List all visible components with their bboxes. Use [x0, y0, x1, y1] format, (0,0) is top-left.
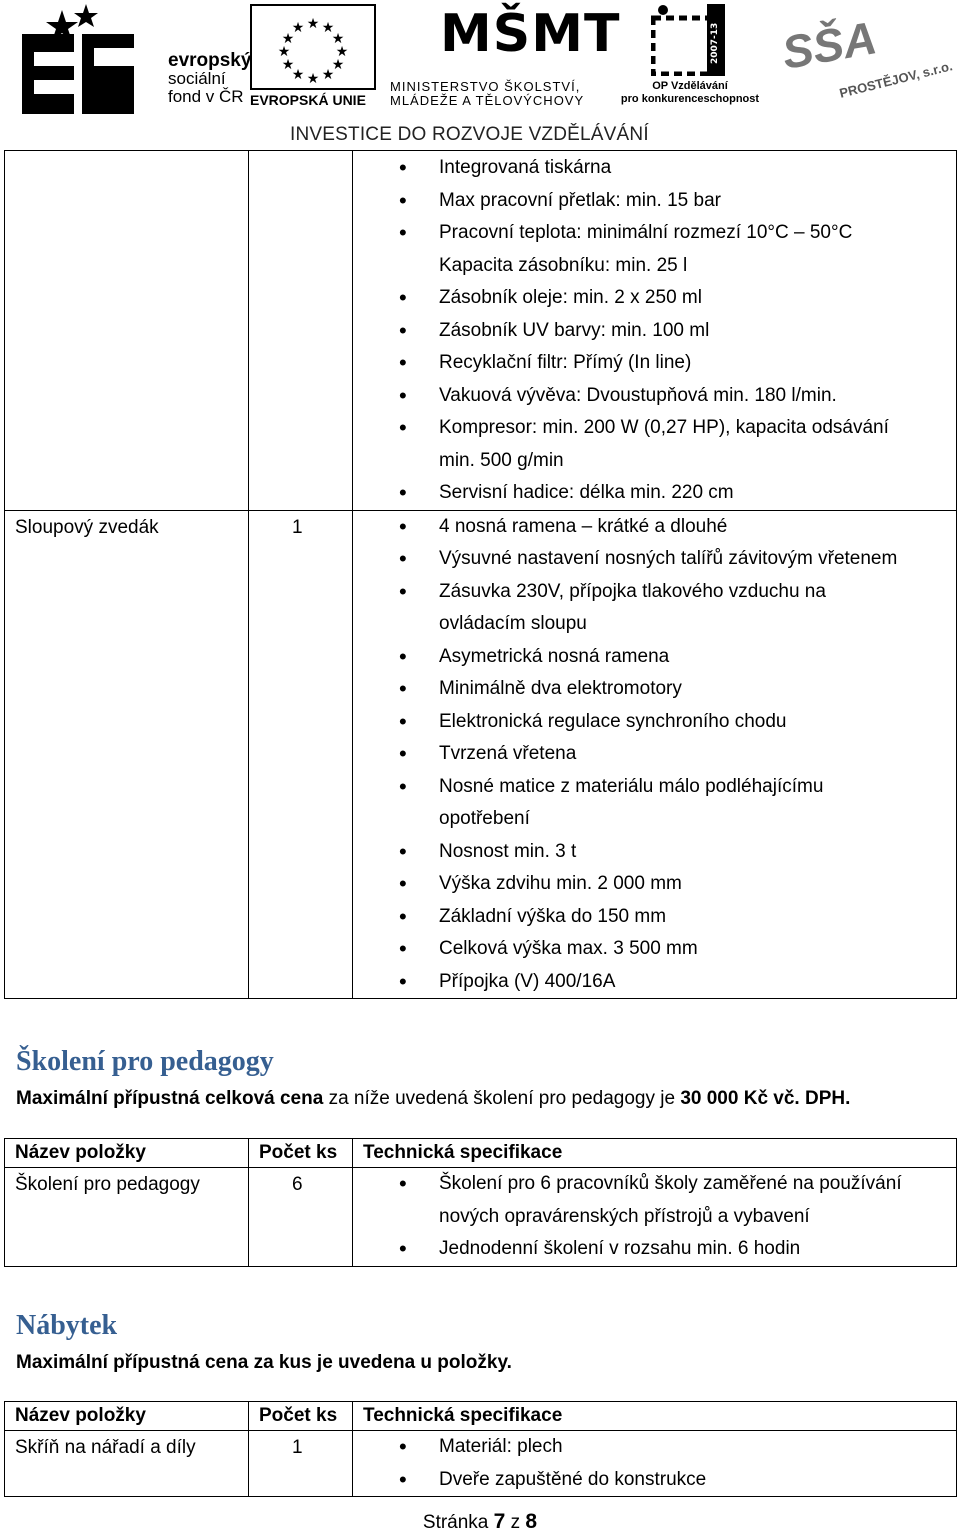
msmt-caption [390, 80, 584, 108]
list-item: • Celková výška max. 3 500 mm [363, 933, 956, 966]
list-item: • Tvrzená vřetena [363, 738, 956, 771]
esf-text [168, 52, 251, 106]
spec-cell [353, 151, 957, 511]
eu-flag-icon [250, 4, 376, 90]
op-line1: OP Vzdělávání [652, 80, 728, 92]
note-bold: Maximální přípustná celková cena [16, 1088, 324, 1109]
spec-list [363, 511, 956, 999]
ssa-logo [768, 4, 958, 109]
list-item: • Dveře zapuštěné do konstrukce [363, 1464, 956, 1497]
table-row [5, 151, 957, 511]
section-title-furniture: Nábytek [16, 1310, 118, 1341]
name-cell: Školení pro pedagogy [5, 1168, 249, 1267]
footer-mid: z [505, 1512, 526, 1533]
header-count: Počet ks [249, 1139, 353, 1168]
list-item: • Nosnost min. 3 t [363, 836, 956, 869]
list-item: • Základní výška do 150 mm [363, 901, 956, 934]
list-item: • Výsuvné nastavení nosných talířů závitovým vřetenem [363, 543, 956, 576]
page-footer [0, 1510, 960, 1534]
svg-text:★: ★ [321, 67, 335, 83]
table-header-row [5, 1139, 957, 1168]
count-cell: 1 [249, 1431, 353, 1497]
esf-line1: evropský [168, 50, 252, 71]
equipment-table [4, 150, 957, 999]
ssa-abbr: SŠA [778, 11, 881, 79]
training-table [4, 1138, 957, 1267]
ssa-sub: PROSTĚJOV, s.r.o. [837, 58, 954, 101]
list-item: • Max pracovní přetlak: min. 15 bar [363, 185, 956, 218]
msmt-logo [390, 4, 621, 109]
esf-logo [18, 4, 252, 114]
count-cell: 1 [249, 510, 353, 999]
list-item: • Zásuvka 230V, přípojka tlakového vzduchu na ovládacím sloupu [363, 576, 956, 641]
header-spec: Technická specifikace [353, 1402, 957, 1431]
list-item: Kapacita zásobníku: min. 25 l [439, 254, 688, 276]
svg-text:★: ★ [331, 31, 345, 47]
table-row [5, 510, 957, 999]
op-logo [615, 4, 765, 109]
list-item: • Pracovní teplota: minimální rozmezí 10°C – 50°C [363, 217, 956, 250]
footer-prefix: Stránka [422, 1512, 494, 1533]
page-header [0, 0, 960, 150]
note-bold: Maximální přípustná cena za kus je uvedena u položky. [16, 1352, 512, 1373]
name-cell [5, 151, 249, 511]
spec-cell [353, 1431, 957, 1497]
esf-line2: sociální [168, 69, 226, 88]
spec-cell [353, 510, 957, 999]
header-name: Název položky [5, 1402, 249, 1431]
esf-mark-icon [22, 4, 140, 114]
spec-cell [353, 1168, 957, 1267]
table-header-row [5, 1402, 957, 1431]
table-row [5, 1168, 957, 1267]
msmt-line1: MINISTERSTVO ŠKOLSTVÍ, [390, 79, 581, 94]
esf-line3: fond v ČR [168, 87, 244, 106]
footer-total: 8 [525, 1510, 538, 1533]
count-cell: 6 [249, 1168, 353, 1267]
list-item: • Nosné matice z materiálu málo podléhajícímu opotřebení [363, 771, 956, 836]
op-mark-icon [651, 4, 727, 76]
note-bold: 30 000 Kč vč. DPH. [680, 1088, 851, 1109]
spec-list [363, 152, 956, 510]
list-item: • Servisní hadice: délka min. 220 cm [363, 477, 956, 510]
header-banner: INVESTICE DO ROZVOJE VZDĚLÁVÁNÍ [290, 124, 649, 145]
table-row [5, 1431, 957, 1497]
spec-list [363, 1168, 956, 1266]
svg-text:★: ★ [335, 44, 349, 60]
list-item: • Vakuová vývěva: Dvoustupňová min. 180 l/min. [363, 380, 956, 413]
list-item: • Kompresor: min. 200 W (0,27 HP), kapacita odsávání min. 500 g/min [363, 412, 956, 477]
note-text: za níže uvedená školení pro pedagogy je [323, 1088, 681, 1109]
list-item: • Minimálně dva elektromotory [363, 673, 956, 706]
list-item: • Zásobník UV barvy: min. 100 ml [363, 315, 956, 348]
spec-list [363, 1431, 956, 1496]
name-cell: Skříň na nářadí a díly [5, 1431, 249, 1497]
header-count: Počet ks [249, 1402, 353, 1431]
svg-text:★: ★ [281, 31, 295, 47]
msmt-abbr: MŠMT [440, 4, 621, 64]
list-item: • Elektronická regulace synchroního chodu [363, 706, 956, 739]
count-cell [249, 151, 353, 511]
list-item: • Integrovaná tiskárna [363, 152, 956, 185]
section-note-training [16, 1088, 850, 1110]
svg-text:★: ★ [331, 57, 345, 73]
svg-text:★: ★ [306, 71, 320, 87]
list-item: • Přípojka (V) 400/16A [363, 966, 956, 999]
name-cell: Sloupový zvedák [5, 510, 249, 999]
eu-label: EVROPSKÁ UNIE [250, 92, 366, 108]
list-item: • Materiál: plech [363, 1431, 956, 1464]
svg-text:★: ★ [277, 44, 291, 60]
svg-text:2007-13: 2007-13 [710, 22, 720, 64]
svg-text:★: ★ [291, 67, 305, 83]
footer-page: 7 [493, 1510, 506, 1533]
svg-text:★: ★ [321, 20, 335, 36]
svg-text:★: ★ [281, 57, 295, 73]
msmt-line2: MLÁDEŽE A TĚLOVÝCHOVY [390, 93, 585, 108]
list-item: • Asymetrická nosná ramena [363, 641, 956, 674]
list-item: • Zásobník oleje: min. 2 x 250 ml [363, 282, 956, 315]
op-caption [615, 80, 765, 106]
list-item: • Výška zdvihu min. 2 000 mm [363, 868, 956, 901]
furniture-table [4, 1401, 957, 1497]
section-title-training: Školení pro pedagogy [16, 1046, 274, 1077]
svg-text:★: ★ [306, 16, 320, 32]
op-line2: pro konkurenceschopnost [620, 93, 760, 105]
list-item: • Školení pro 6 pracovníků školy zaměřené na používání nových opravárenských přístrojů a vybavení [363, 1168, 956, 1233]
eu-logo [250, 4, 378, 109]
header-name: Název položky [5, 1139, 249, 1168]
header-spec: Technická specifikace [353, 1139, 957, 1168]
list-item: • 4 nosná ramena – krátké a dlouhé [363, 511, 956, 544]
list-item: • Jednodenní školení v rozsahu min. 6 hodin [363, 1233, 956, 1266]
svg-text:★: ★ [291, 20, 305, 36]
list-item: • Recyklační filtr: Přímý (In line) [363, 347, 956, 380]
section-note-furniture [16, 1352, 512, 1374]
